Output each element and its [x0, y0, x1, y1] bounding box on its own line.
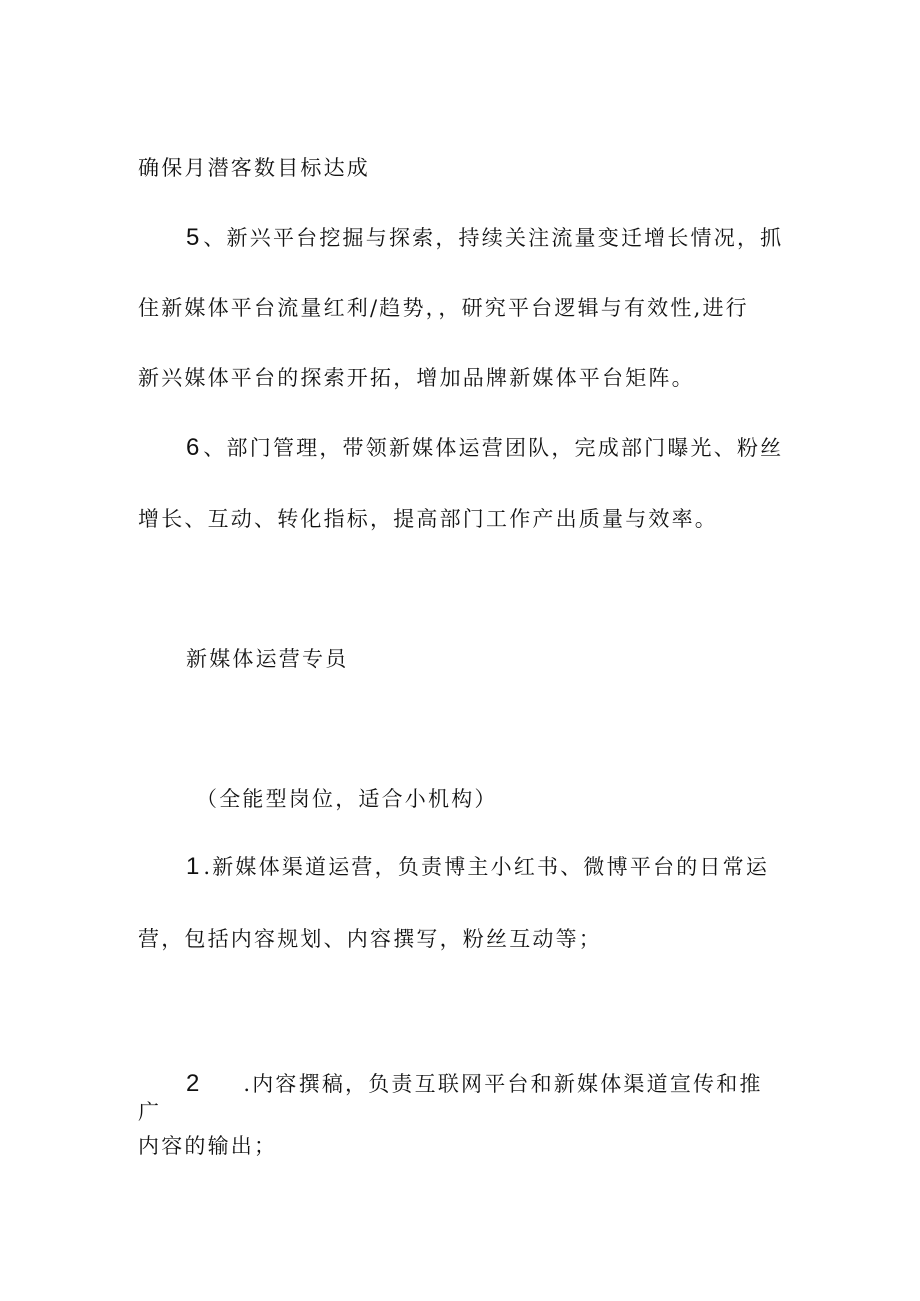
sub-item-1-line-2: 营，包括内容规划、内容撰写，粉丝互动等；: [138, 927, 602, 951]
list-item-6-line-1: [186, 434, 783, 462]
section-note: （全能型岗位，适合小机构）: [196, 787, 498, 811]
list-number: 2: [186, 1070, 200, 1097]
paragraph-line: 确保月潜客数目标达成: [138, 156, 370, 180]
list-text: .新媒体渠道运营，负责博主小红书、微博平台的日常运: [203, 855, 770, 879]
sub-item-1-line-1: [186, 853, 769, 881]
sub-item-2-line-2: 内容的输出；: [138, 1134, 278, 1158]
list-number: 1: [186, 853, 200, 880]
list-number: 5: [186, 224, 200, 251]
sub-item-2-line-1: [186, 1070, 763, 1098]
list-text: 、部门管理，带领新媒体运营团队，完成部门曝光、粉丝: [203, 436, 784, 460]
list-item-5-line-3: 新兴媒体平台的探索开拓，增加品牌新媒体平台矩阵。: [138, 366, 695, 390]
list-text: 、新兴平台挖掘与探索，持续关注流量变迁增长情况，抓: [203, 226, 784, 250]
sub-item-2-wrap: 广: [138, 1100, 162, 1124]
list-text: .内容撰稿，负责互联网平台和新媒体渠道宣传和推: [243, 1072, 763, 1096]
list-item-6-line-2: 增长、互动、转化指标，提高部门工作产出质量与效率。: [138, 507, 718, 531]
list-item-5-line-1: [186, 224, 783, 252]
section-title: 新媒体运营专员: [186, 647, 349, 671]
list-item-5-line-2: 住新媒体平台流量红利/趋势，，研究平台逻辑与有效性,进行: [138, 296, 749, 320]
list-number: 6: [186, 434, 200, 461]
